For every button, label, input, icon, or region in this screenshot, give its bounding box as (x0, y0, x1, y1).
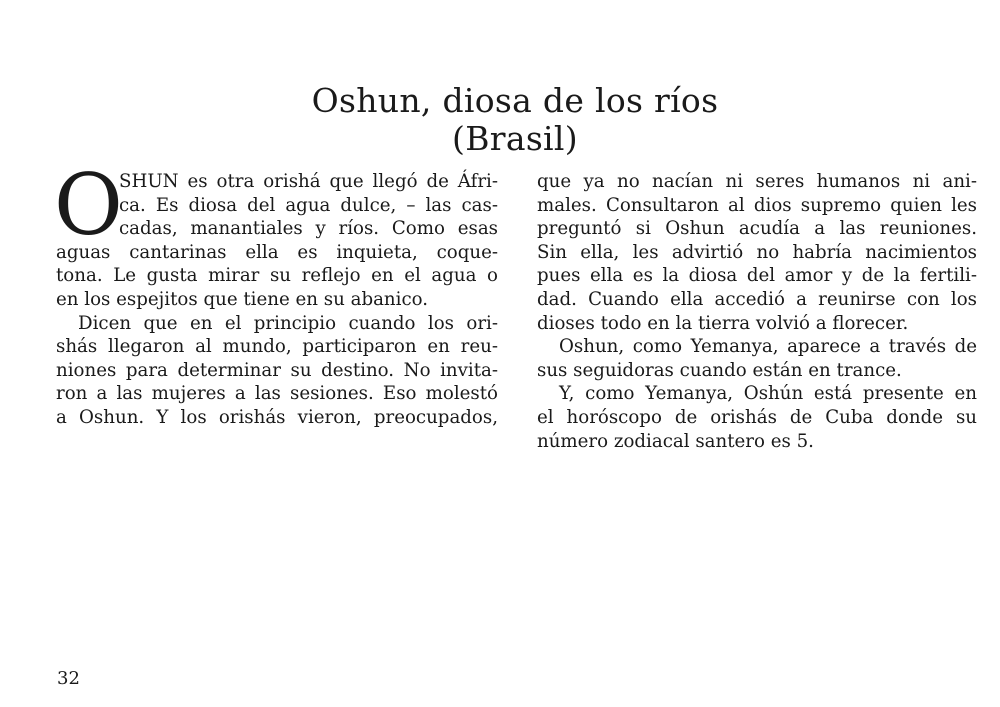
text-line: preguntó si Oshun acudía a las reuniones. (537, 218, 977, 240)
text-line: niones para determinar su destino. No invita- (56, 359, 498, 381)
text-line: tona. Le gusta mirar su reflejo en el agua o (56, 265, 498, 287)
page-number: 32 (57, 668, 80, 689)
text-line: número zodiacal santero es 5. (537, 430, 814, 452)
text-line: sus seguidoras cuando están en trance. (537, 359, 902, 381)
right-column (537, 170, 977, 453)
left-column (56, 170, 498, 430)
text-line: males. Consultaron al dios supremo quien les (537, 194, 977, 216)
text-line: cadas, manantiales y ríos. Como esas (119, 218, 498, 240)
text-line: en los espejitos que tiene en su abanico. (56, 288, 429, 310)
text-line: ca. Es diosa del agua dulce, – las cas- (119, 194, 498, 216)
text-line: shás llegaron al mundo, participaron en reu- (56, 336, 498, 358)
drop-cap-paragraph-start (56, 170, 498, 241)
text-line: dad. Cuando ella accedió a reunirse con los (537, 288, 977, 310)
text-line: el horóscopo de orishás de Cuba donde su (537, 406, 977, 428)
text-line: aguas cantarinas ella es inquieta, coque- (56, 241, 498, 263)
text-line: Y, como Yemanya, Oshún está presente en (559, 383, 977, 405)
text-line: ron a las mujeres a las sesiones. Eso molestó (56, 383, 498, 405)
text-line: que ya no nacían ni seres humanos ni ani- (537, 171, 977, 192)
title-line-1: Oshun, diosa de los ríos (311, 81, 719, 120)
page-title (0, 82, 1000, 158)
drop-cap: O (54, 156, 123, 254)
text-line: SHUN es otra orishá que llegó de Áfri- (119, 171, 498, 192)
text-line: a Oshun. Y los orishás vieron, preocupados, (56, 406, 498, 428)
text-line: pues ella es la diosa del amor y de la fertili- (537, 265, 977, 287)
text-line: dioses todo en la tierra volvió a florecer. (537, 312, 909, 334)
text-line: Sin ella, les advirtió no habría nacimientos (537, 241, 977, 263)
text-line: Oshun, como Yemanya, aparece a través de (559, 336, 977, 358)
title-line-2: (Brasil) (452, 119, 578, 158)
text-line: Dicen que en el principio cuando los ori- (78, 312, 498, 334)
